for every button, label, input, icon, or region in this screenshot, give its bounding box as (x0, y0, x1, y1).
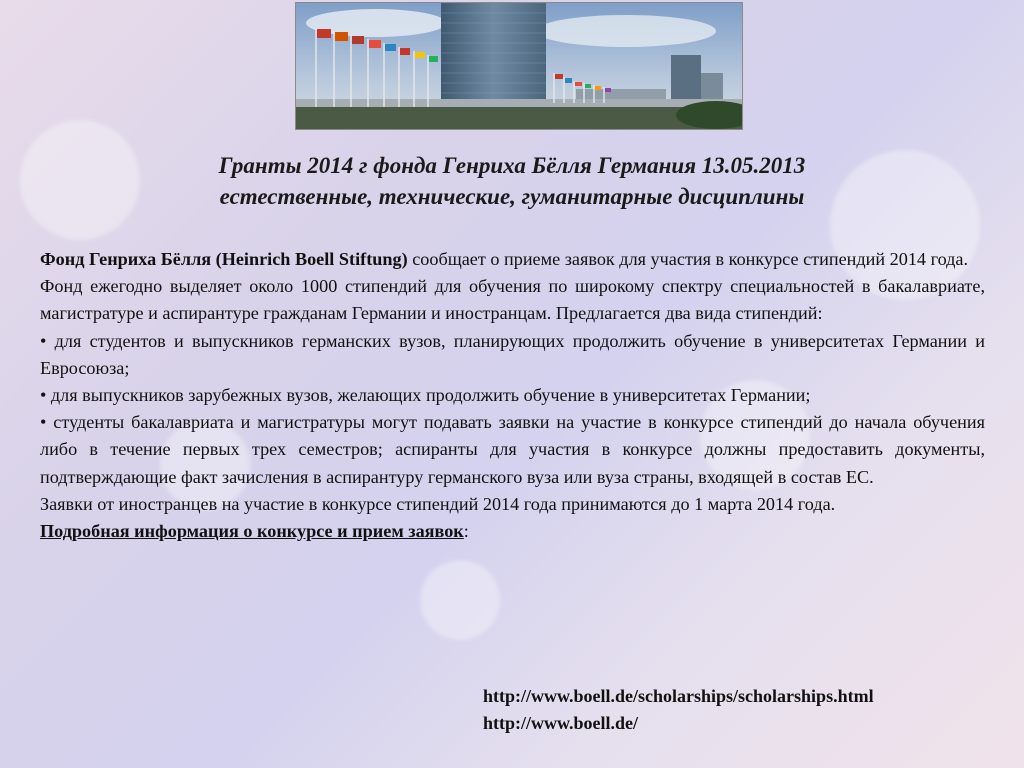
bullet-item: • для выпускников зарубежных вузов, желающих продолжить обучение в университетах Германии; (40, 385, 811, 406)
un-headquarters-photo (295, 2, 743, 130)
deadline-paragraph: Заявки от иностранцев на участие в конкурсе стипендий 2014 года принимаются до 1 марта 2014 года. (40, 493, 836, 514)
more-info-line (40, 518, 985, 545)
title-line-1: Гранты 2014 г фонда Генриха Бёлля Германия 13.05.2013 (218, 153, 806, 178)
boell-home-url-link[interactable]: http://www.boell.de/ (483, 713, 639, 733)
foundation-name: Фонд Генриха Бёлля (Heinrich Boell Stiftung) (40, 249, 408, 269)
scholarships-url-link[interactable]: http://www.boell.de/scholarships/scholarships.html (483, 686, 874, 706)
title-line-2: естественные, технические, гуманитарные дисциплины (219, 184, 805, 209)
bullet-item: • для студентов и выпускников германских вузов, планирующих продолжить обучение в университетах Германии и Евросоюза; (40, 330, 985, 378)
bokeh-light (420, 560, 500, 640)
bullet-item: • студенты бакалавриата и магистратуры могут подавать заявки на участие в конкурсе стипендий до начала обучения либо в течение первых трех семестров; аспиранты для участия в конкурсе должны предоставить документы, подтверждающие факт зачисления в аспирантуру германского вуза или вуза страны, входящей в состав ЕС. (40, 412, 985, 487)
un-building-illustration (296, 3, 742, 129)
intro-paragraph (40, 246, 985, 273)
description-paragraph: Фонд ежегодно выделяет около 1000 стипендий для обучения по широкому спектру специальностей в бакалавриате, магистратуре и аспирантуре гражданам Германии и иностранцам. Предлагается два вида стипендий: (40, 276, 985, 324)
intro-text: сообщает о приеме заявок для участия в конкурсе стипендий 2014 года. (407, 249, 969, 269)
url-list (483, 683, 874, 737)
more-info-colon: : (463, 521, 469, 542)
slide-body (40, 246, 985, 545)
slide-title (40, 150, 984, 212)
more-info-link[interactable]: Подробная информация о конкурсе и прием заявок (40, 521, 464, 542)
